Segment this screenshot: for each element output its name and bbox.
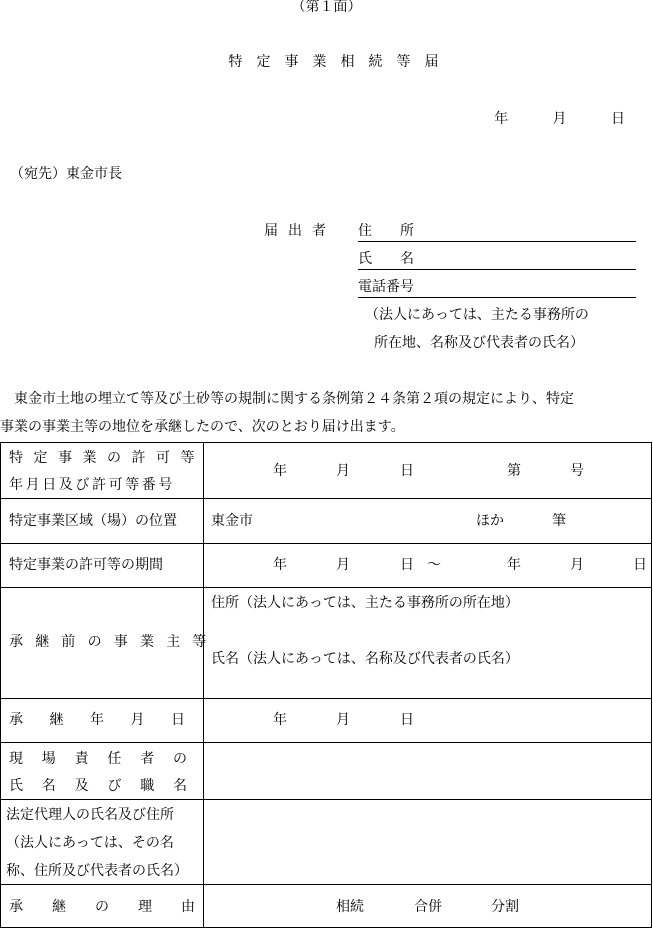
- applicant-name-field[interactable]: [358, 252, 636, 270]
- body-text-line2: 事業の事業主等の地位を承継したので、次のとおり届け出ます。: [0, 419, 405, 435]
- date-year: 年: [494, 111, 509, 127]
- legal-rep-label-3: 称、住所及び代表者の氏名）: [6, 863, 188, 879]
- applicant-note-line1: （法人にあっては、主たる事務所の: [365, 307, 589, 323]
- submission-date: [494, 112, 625, 126]
- date-month: 月: [552, 111, 567, 127]
- applicant-label: 届出者: [264, 223, 336, 239]
- period-year-end: 年: [507, 557, 521, 573]
- body-text-line1: 東金市土地の埋立て等及び土砂等の規制に関する条例第２４条第２項の規定により、特定: [14, 391, 574, 407]
- permit-date-label-2: 年月日及び許可等番号: [9, 477, 175, 493]
- succession-day: 日: [400, 712, 414, 728]
- permit-day: 日: [400, 463, 414, 479]
- reason-inheritance[interactable]: 相続: [336, 899, 364, 915]
- succession-month: 月: [336, 712, 350, 728]
- form-title: 特定事業相続等届: [228, 54, 453, 70]
- addressee: （宛先）東金市長: [10, 166, 122, 182]
- period-month-end: 月: [570, 557, 584, 573]
- permit-month: 月: [336, 463, 350, 479]
- applicant-phone-field[interactable]: [358, 280, 636, 298]
- period-month-start: 月: [336, 557, 350, 573]
- site-manager-label-2: 氏名及び職名: [9, 778, 206, 794]
- permit-year: 年: [273, 463, 287, 479]
- reason-split[interactable]: 分割: [491, 899, 519, 915]
- reason-merger[interactable]: 合併: [414, 899, 442, 915]
- period-year-start: 年: [273, 557, 287, 573]
- location-label: 特定事業区域（場）の位置: [9, 513, 177, 529]
- location-hoka: ほか: [476, 513, 504, 529]
- location-city: 東金市: [211, 513, 253, 529]
- permit-no: 第: [507, 463, 521, 479]
- period-day-start: 日: [400, 557, 414, 573]
- reason-label: 承継の理由: [9, 899, 224, 915]
- succession-year: 年: [273, 712, 287, 728]
- form-table: [0, 442, 652, 928]
- prev-owner-label: 承継前の事業主等: [9, 634, 219, 650]
- prev-owner-name: 氏名（法人にあっては、名称及び代表者の氏名）: [211, 651, 519, 667]
- period-tilde: ～: [427, 557, 441, 573]
- site-manager-label-1: 現場責任者の: [9, 751, 206, 767]
- prev-owner-address: 住所（法人にあっては、主たる事務所の所在地）: [211, 595, 519, 611]
- location-hitsu: 筆: [552, 513, 566, 529]
- applicant-address-label: 住 所: [358, 223, 414, 239]
- date-day: 日: [611, 111, 625, 127]
- period-day-end: 日: [633, 557, 647, 573]
- legal-rep-label-2: （法人にあっては、その名: [6, 835, 174, 851]
- applicant-name-label: 氏 名: [358, 251, 414, 267]
- permit-date-label-1: 特定事業の許可等: [9, 450, 205, 466]
- period-label: 特定事業の許可等の期間: [9, 557, 163, 573]
- succession-date-label: 承継年月日: [9, 712, 212, 728]
- legal-rep-label-1: 法定代理人の氏名及び住所: [6, 807, 174, 823]
- applicant-phone-label: 電話番号: [358, 279, 414, 295]
- permit-go: 号: [570, 463, 584, 479]
- applicant-address-field[interactable]: [358, 224, 636, 242]
- applicant-note-line2: 所在地、名称及び代表者の氏名）: [374, 335, 584, 351]
- page-label: （第１面）: [291, 0, 362, 15]
